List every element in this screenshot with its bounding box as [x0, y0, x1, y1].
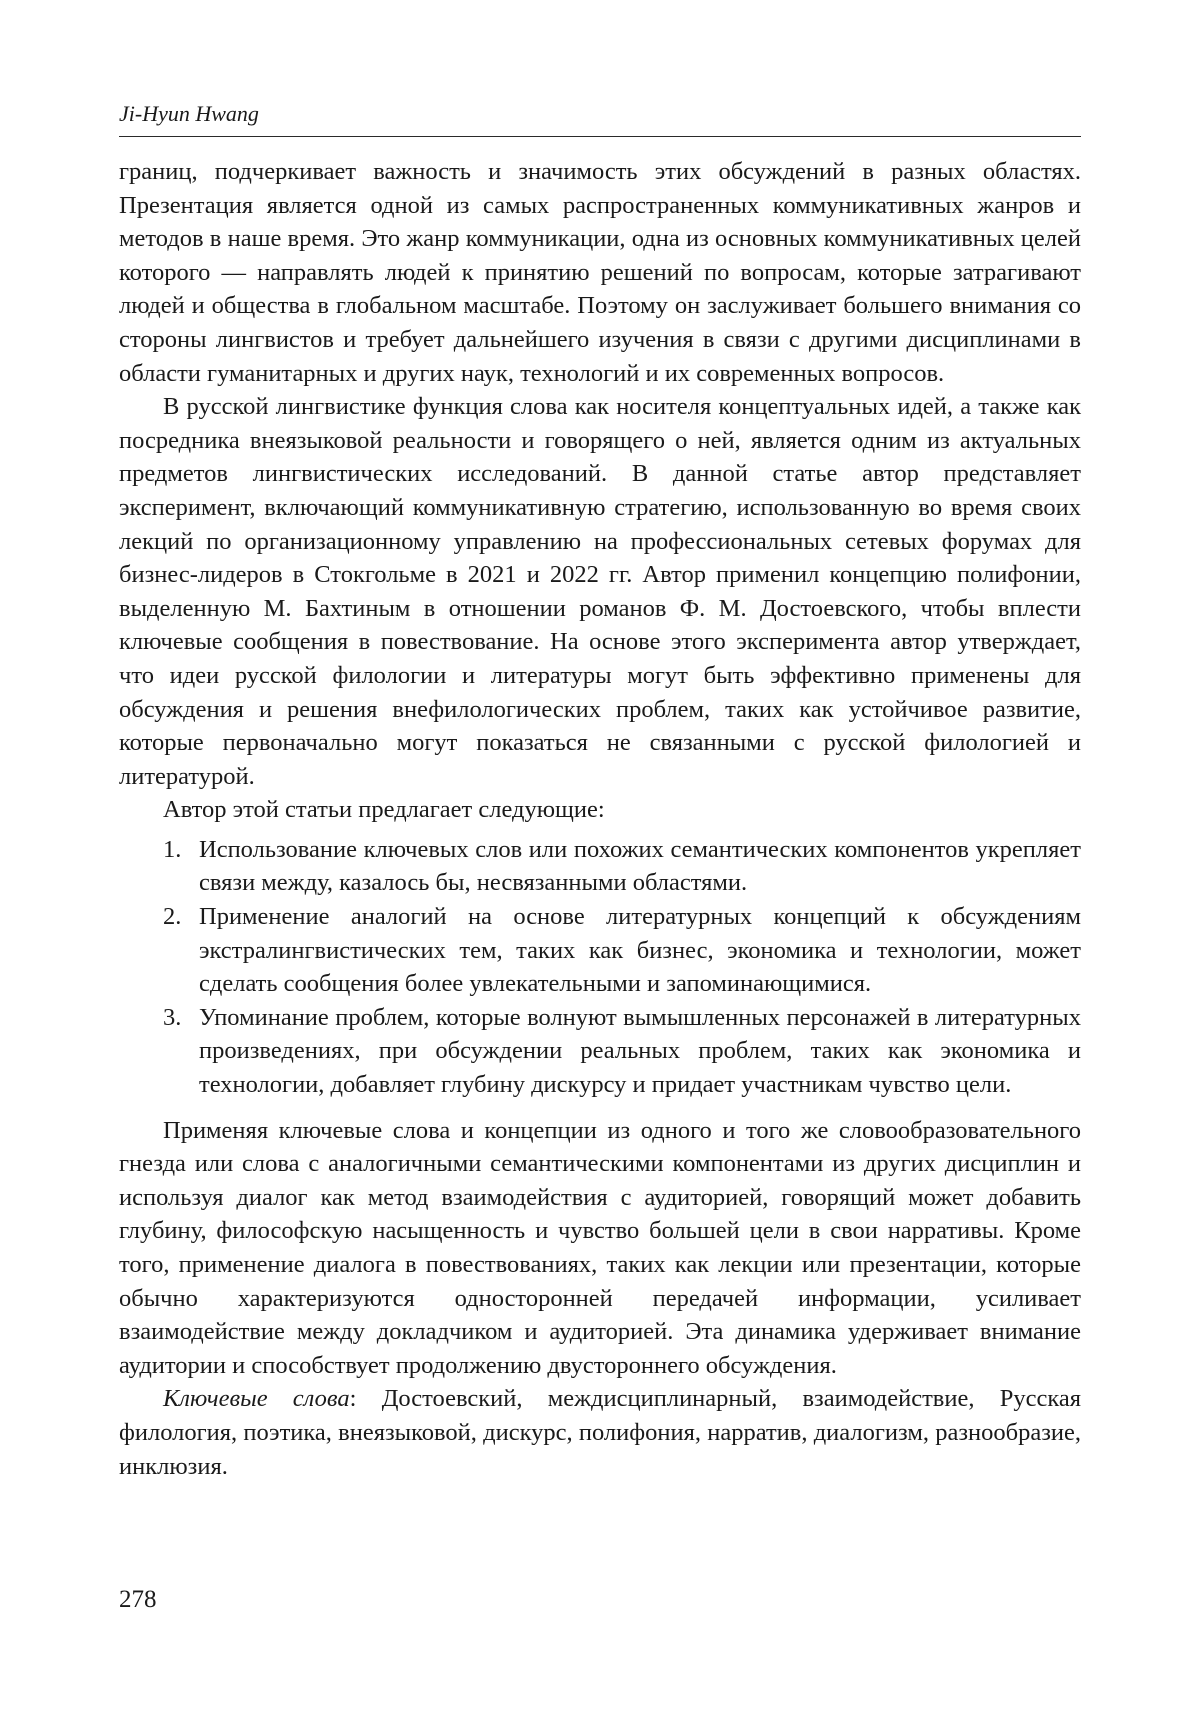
list-item-number: 1.: [163, 835, 182, 863]
running-head-author: Ji-Hyun Hwang: [119, 101, 259, 126]
list-item: [119, 900, 1081, 1001]
list-item-text: Применение аналогий на основе литературных концепций к обсуждениям экстралингвистических тем, таких как бизнес, экономика и технологии, может сделать сообщения более увлекательными и запоминающимися.: [199, 903, 1081, 998]
page-number: 278: [119, 1586, 157, 1613]
paragraph-continuation: границ, подчеркивает важность и значимость этих обсуждений в разных областях. Презентация является одной из самых распространенных коммуникативных жанров и методов в наше время. Это жанр коммуникации, одна из основных коммуникативных целей которого — направлять людей к принятию решений по вопросам, которые затрагивают людей и общества в глобальном масштабе. Поэтому он заслуживает большего внимания со стороны лингвистов и требует дальнейшего изучения в связи с другими дисциплинами в области гуманитарных и других наук, технологий и их современных вопросов.: [119, 158, 1081, 387]
paragraph-proposal-intro: Автор этой статьи предлагает следующие:: [163, 796, 605, 824]
list-item-number: 2.: [163, 903, 182, 931]
paragraph-experiment: В русской лингвистике функция слова как носителя концептуальных идей, а также как посредника внеязыковой реальности и говорящего о ней, является одним из актуальных предметов лингвистических исследований. В данной статье автор представляет эксперимент, включающий коммуникативную стратегию, использованную во время своих лекций по организационному управлению на профессиональных сетевых форумах для бизнес-лидеров в Стокгольме в 2021 и 2022 гг. Автор применил концепцию полифонии, выделенную М. Бахтиным в отношении романов Ф. М. Достоевского, чтобы вплести ключевые сообщения в повествование. На основе этого эксперимента автор утверждает, что идеи русской филологии и литературы могут быть эффективно применены для обсуждения и решения внефилологических проблем, таких как устойчивое развитие, которые первоначально могут показаться не связанными с русской филологией и литературой.: [119, 393, 1081, 790]
list-item-text: Использование ключевых слов или похожих семантических компонентов укрепляет связи между, казалось бы, несвязанными областями.: [199, 835, 1081, 897]
page-header: [119, 100, 1081, 137]
paragraph-conclusion: Применяя ключевые слова и концепции из одного и того же словообразовательного гнезда или слова с аналогичными семантическими компонентами из других дисциплин и используя диалог как метод взаимодействия с аудиторией, говорящий может добавить глубину, философскую насыщенность и чувство большей цели в свои нарративы. Кроме того, применение диалога в повествованиях, таких как лекции или презентации, которые обычно характеризуются односторонней передачей информации, усиливает взаимодействие между докладчиком и аудиторией. Эта динамика удерживает внимание аудитории и способствует продолжению двустороннего обсуждения.: [119, 1116, 1081, 1379]
list-item-text: Упоминание проблем, которые волнуют вымышленных персонажей в литературных произведениях, при обсуждении реальных проблем, таких как экономика и технологии, добавляет глубину дискурсу и придает участникам чувство цели.: [199, 1003, 1081, 1099]
keywords-label: Ключевые слова: [163, 1385, 350, 1413]
keywords-paragraph: [119, 1382, 1081, 1483]
list-item: [119, 833, 1081, 900]
article-body: [119, 155, 1081, 1483]
list-item-number: 3.: [163, 1003, 182, 1031]
keywords-separator: :: [349, 1385, 382, 1413]
list-item: [119, 1001, 1081, 1102]
proposal-list: [119, 833, 1081, 1102]
keywords-list: Достоевский, междисциплинарный, взаимодействие, Русская филология, поэтика, внеязыковой, дискурс, полифония, нарратив, диалогизм, разнообразие, инклюзия.: [119, 1385, 1081, 1480]
